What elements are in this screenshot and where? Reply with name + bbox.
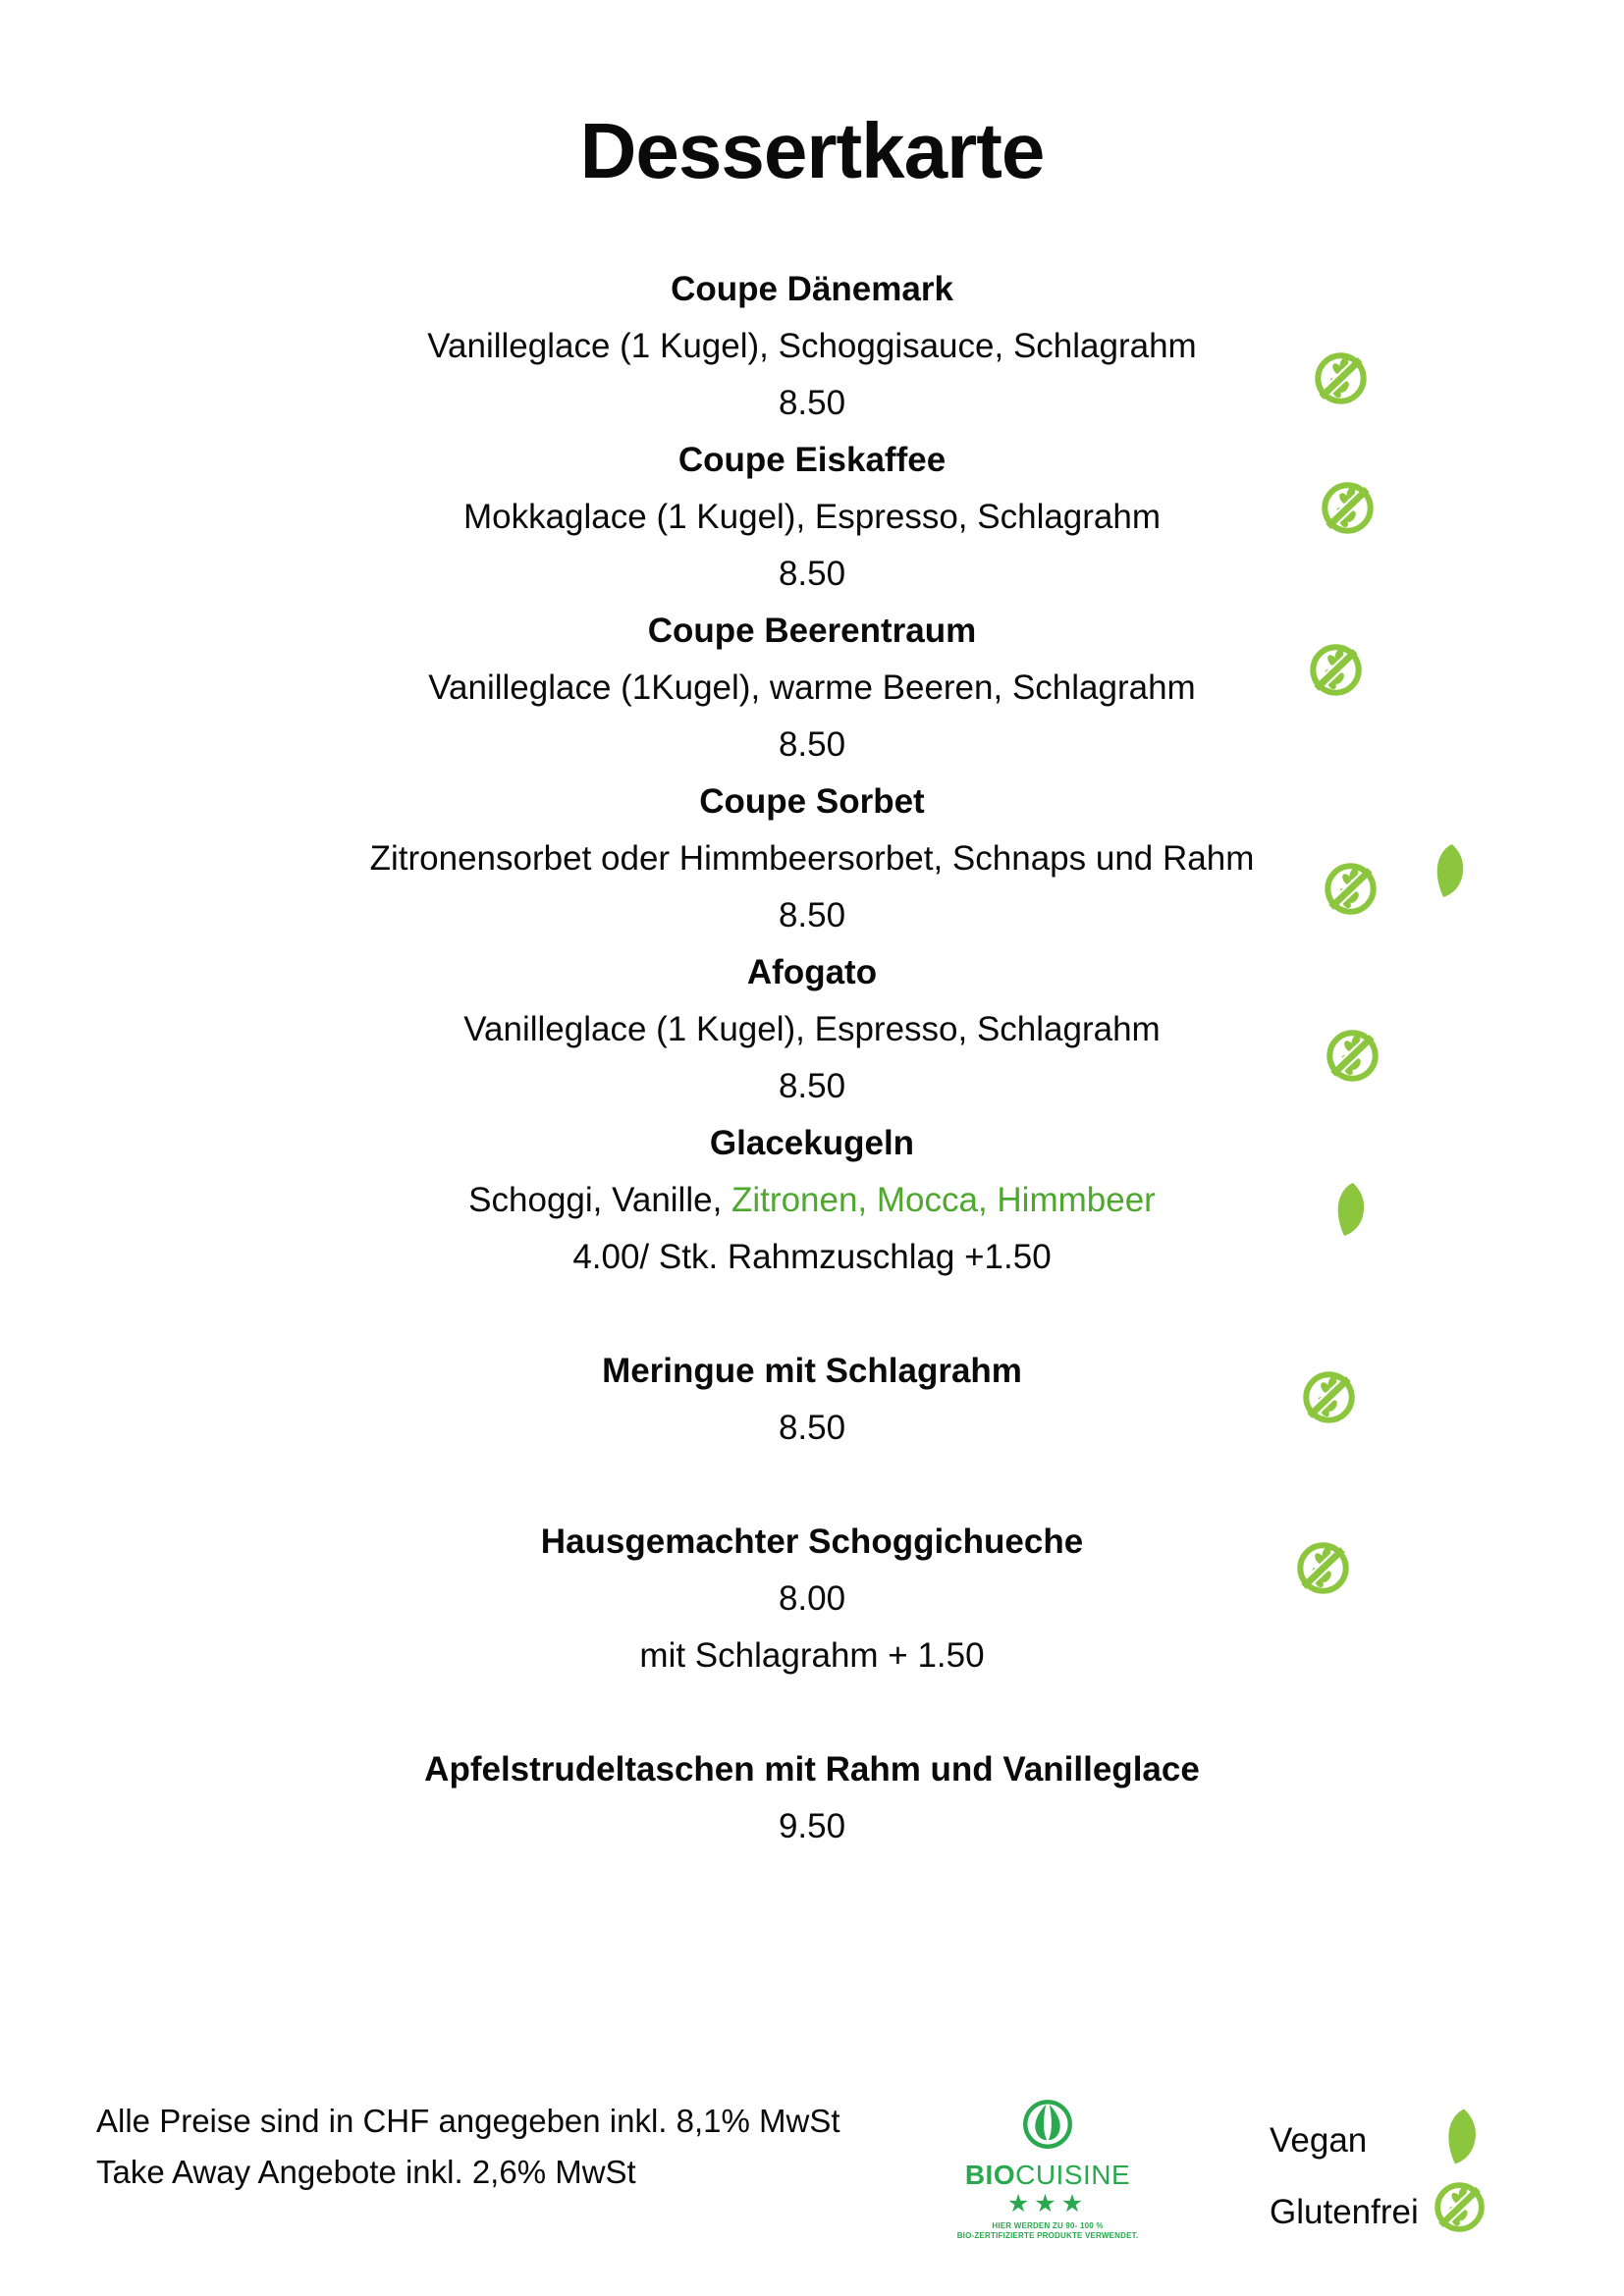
item-price: 4.00/ Stk. Rahmzuschlag +1.50: [572, 1238, 1052, 1276]
item-title: Apfelstrudeltaschen mit Rahm und Vanilleglace: [424, 1750, 1200, 1789]
item-price: 9.50: [778, 1807, 846, 1845]
glutenfree-icon: [1314, 351, 1368, 405]
logo-stars-icon: ★★★: [1006, 2190, 1089, 2217]
glutenfree-icon: [1324, 862, 1378, 916]
item-price: 8.50: [778, 725, 846, 764]
item-title: Coupe Beerentraum: [647, 612, 977, 650]
spacer-line: [0, 1457, 1624, 1514]
logo-tagline-1: HIER WERDEN ZU 90- 100 %: [992, 2221, 1104, 2230]
item-desc-green: Zitronen, Mocca, Himmbeer: [731, 1181, 1156, 1219]
item-price: 8.50: [778, 1409, 846, 1447]
item-price: 8.50: [778, 384, 846, 422]
biocuisine-logo: [947, 2097, 1149, 2241]
item-price: 8.50: [778, 555, 846, 593]
page-title: Dessertkarte: [579, 107, 1045, 194]
vegan-leaf-icon: [1427, 844, 1466, 897]
item-price: 8.00: [778, 1579, 846, 1618]
spacer-line: [0, 1684, 1624, 1741]
logo-tagline-2: BIO-ZERTIFIZIERTE PRODUKTE VERWENDET.: [956, 2231, 1139, 2240]
item-desc: Mokkaglace (1 Kugel), Espresso, Schlagrahm: [462, 498, 1162, 536]
price-note-mwst: Alle Preise sind in CHF angegeben inkl. 8,1% MwSt: [96, 2103, 840, 2139]
item-desc: Vanilleglace (1 Kugel), Espresso, Schlagrahm: [463, 1010, 1161, 1048]
vegan-leaf-icon: [1438, 2109, 1478, 2164]
vegan-leaf-icon: [1327, 1183, 1367, 1236]
item-title: Coupe Dänemark: [671, 270, 953, 308]
item-title: Coupe Eiskaffee: [677, 441, 947, 479]
item-title: Meringue mit Schlagrahm: [602, 1352, 1022, 1390]
glutenfree-icon: [1296, 1541, 1350, 1595]
glutenfree-icon: [1326, 1029, 1380, 1083]
menu-list: [0, 261, 1624, 1855]
item-title: Coupe Sorbet: [699, 782, 925, 821]
logo-text-cuisine: CUISINE: [1015, 2160, 1131, 2190]
item-desc: Vanilleglace (1 Kugel), Schoggisauce, Schlagrahm: [427, 327, 1197, 365]
glutenfree-icon: [1434, 2181, 1486, 2233]
takeaway-note-mwst: Take Away Angebote inkl. 2,6% MwSt: [96, 2154, 636, 2190]
item-title: Hausgemachter Schoggichueche: [540, 1522, 1084, 1561]
biocuisine-logo-text: [947, 2161, 1149, 2190]
legend-glutenfree-label: Glutenfrei: [1270, 2193, 1419, 2231]
biocuisine-drop-icon: [1020, 2097, 1075, 2152]
legend-vegan-label: Vegan: [1270, 2121, 1368, 2160]
glutenfree-icon: [1302, 1370, 1356, 1424]
glutenfree-icon: [1309, 643, 1363, 697]
item-title: Glacekugeln: [709, 1124, 915, 1162]
item-desc: [0, 1172, 1624, 1229]
item-note: mit Schlagrahm + 1.50: [639, 1636, 985, 1675]
logo-text-bio: BIO: [964, 2160, 1016, 2190]
item-price: 8.50: [778, 1067, 846, 1105]
item-price: 8.50: [778, 896, 846, 934]
item-desc: Vanilleglace (1Kugel), warme Beeren, Schlagrahm: [428, 668, 1196, 707]
item-desc-black: Schoggi, Vanille,: [468, 1181, 732, 1219]
item-title: Afogato: [746, 953, 878, 991]
item-desc: Zitronensorbet oder Himmbeersorbet, Schnaps und Rahm: [369, 839, 1255, 878]
glutenfree-icon: [1321, 481, 1375, 535]
spacer-line: [0, 1286, 1624, 1343]
